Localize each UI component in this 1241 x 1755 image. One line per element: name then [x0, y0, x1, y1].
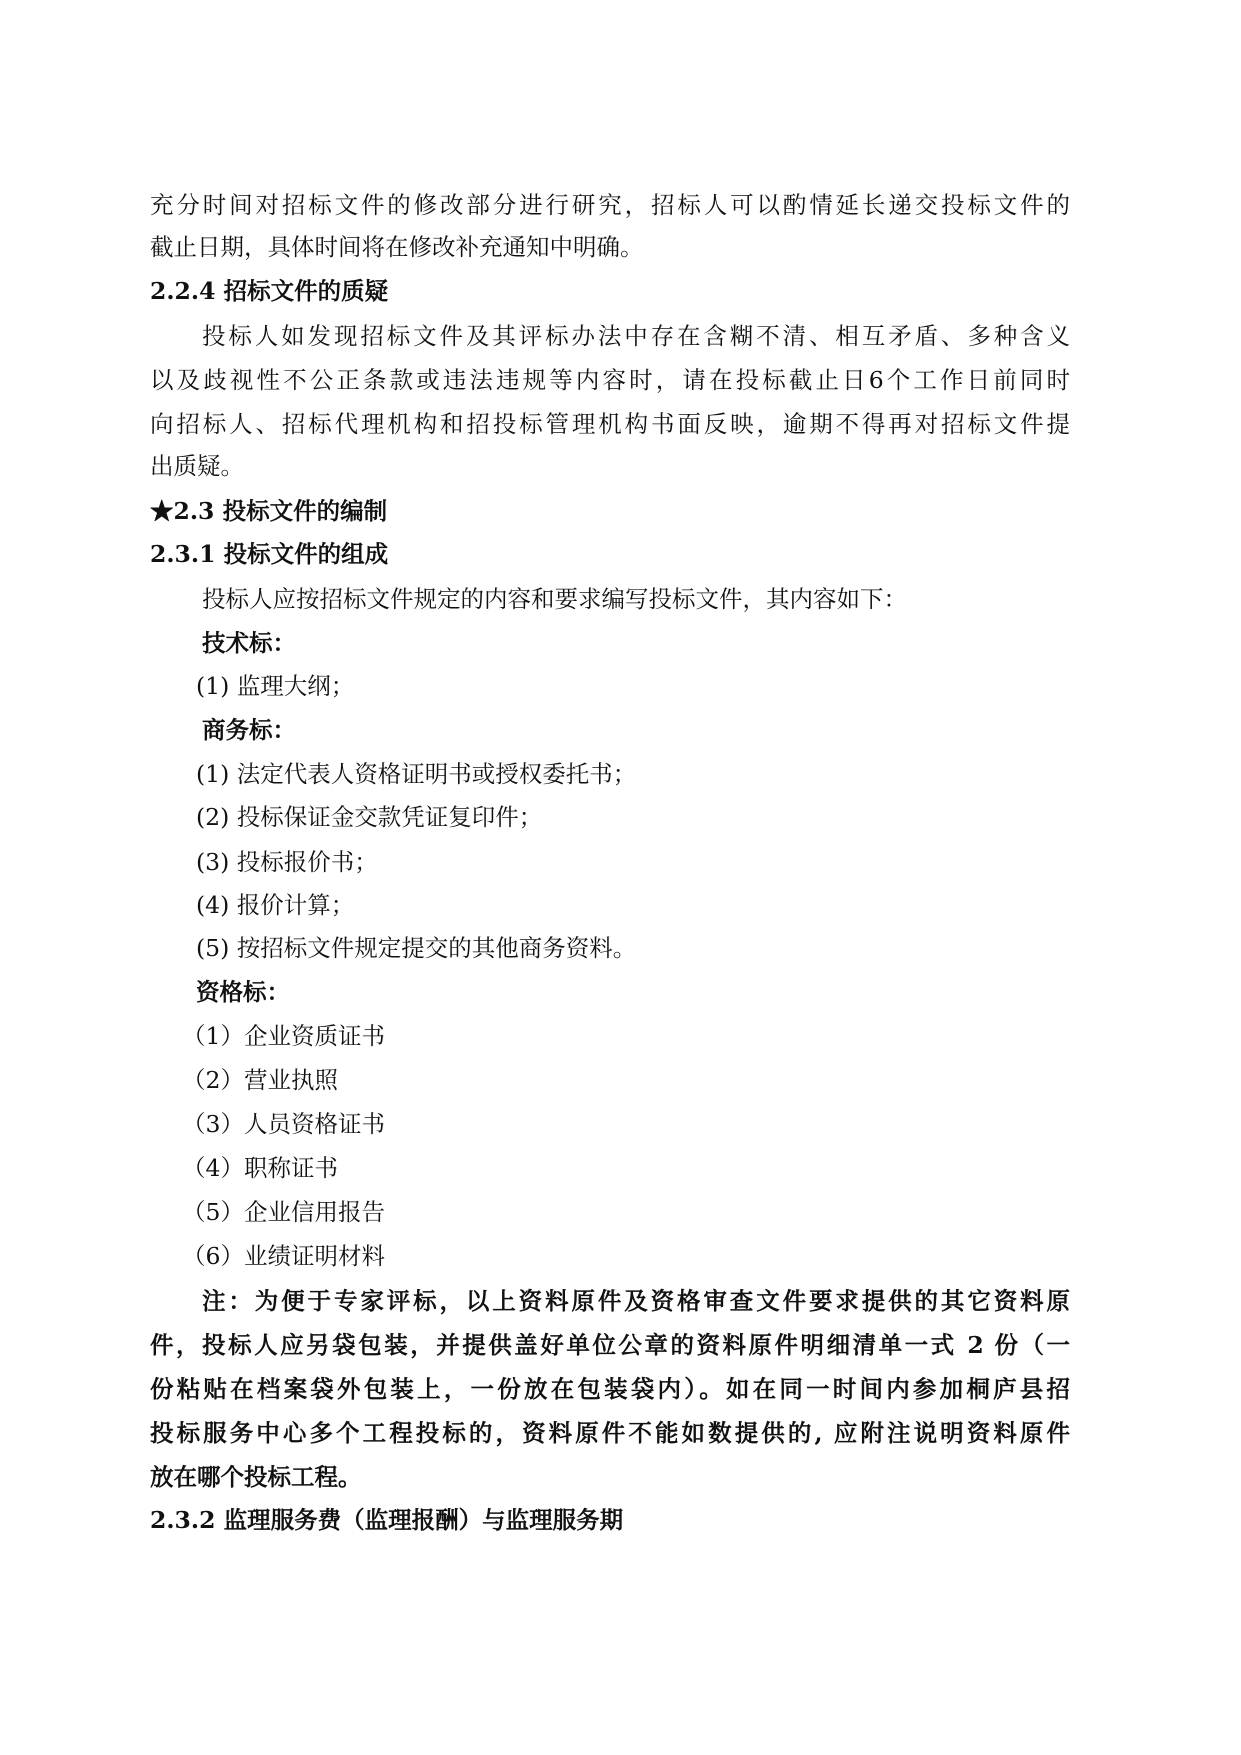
list-item: （1）企业资质证书	[182, 1022, 385, 1050]
list-item: (5) 按招标文件规定提交的其他商务资料。	[196, 934, 637, 962]
paragraph-line: 出质疑。	[150, 452, 244, 480]
list-item: （4）职称证书	[182, 1154, 338, 1182]
list-item: (1) 法定代表人资格证明书或授权委托书；	[196, 760, 637, 788]
note-line: 放在哪个投标工程。	[150, 1463, 362, 1491]
paragraph-line: 充分时间对招标文件的修改部分进行研究，招标人可以酌情延长递交投标文件的	[150, 191, 1070, 219]
section-heading-2-3-1: 2.3.1 投标文件的组成	[150, 540, 389, 568]
paragraph-line: 投标人如发现招标文件及其评标办法中存在含糊不清、相互矛盾、多种含义	[202, 322, 1070, 350]
list-item: (4) 报价计算；	[196, 891, 355, 919]
list-item: (3) 投标报价书；	[196, 848, 378, 876]
note-line: 份粘贴在档案袋外包装上，一份放在包装袋内）。如在同一时间内参加桐庐县招	[150, 1375, 1070, 1403]
list-item: （3）人员资格证书	[182, 1110, 385, 1138]
paragraph-line: 以及歧视性不公正条款或违法违规等内容时，请在投标截止日6个工作日前同时	[150, 366, 1070, 394]
list-item: (2) 投标保证金交款凭证复印件；	[196, 803, 543, 831]
list-item: （2）营业执照	[182, 1066, 338, 1094]
business-label: 商务标：	[202, 716, 296, 744]
list-item: （5）企业信用报告	[182, 1198, 385, 1226]
list-item: （6）业绩证明材料	[182, 1242, 385, 1270]
section-heading-2-3: ★2.3 投标文件的编制	[150, 497, 388, 525]
intro-line: 投标人应按招标文件规定的内容和要求编写投标文件，其内容如下：	[202, 585, 907, 613]
note-line: 投标服务中心多个工程投标的，资料原件不能如数提供的, 应附注说明资料原件	[150, 1419, 1070, 1447]
note-line: 件，投标人应另袋包装，并提供盖好单位公章的资料原件明细清单一式 2 份（一	[150, 1331, 1070, 1359]
list-item: (1) 监理大纲；	[196, 672, 355, 700]
note-line: 注：为便于专家评标，以上资料原件及资格审查文件要求提供的其它资料原	[202, 1287, 1070, 1315]
paragraph-line: 截止日期，具体时间将在修改补充通知中明确。	[150, 233, 644, 261]
section-heading-2-3-2: 2.3.2 监理服务费（监理报酬）与监理服务期	[150, 1506, 624, 1534]
tech-label: 技术标：	[202, 629, 296, 657]
paragraph-line: 向招标人、招标代理机构和招投标管理机构书面反映，逾期不得再对招标文件提	[150, 410, 1070, 438]
section-heading-2-2-4: 2.2.4 招标文件的质疑	[150, 277, 389, 305]
qualification-label: 资格标：	[196, 978, 290, 1006]
